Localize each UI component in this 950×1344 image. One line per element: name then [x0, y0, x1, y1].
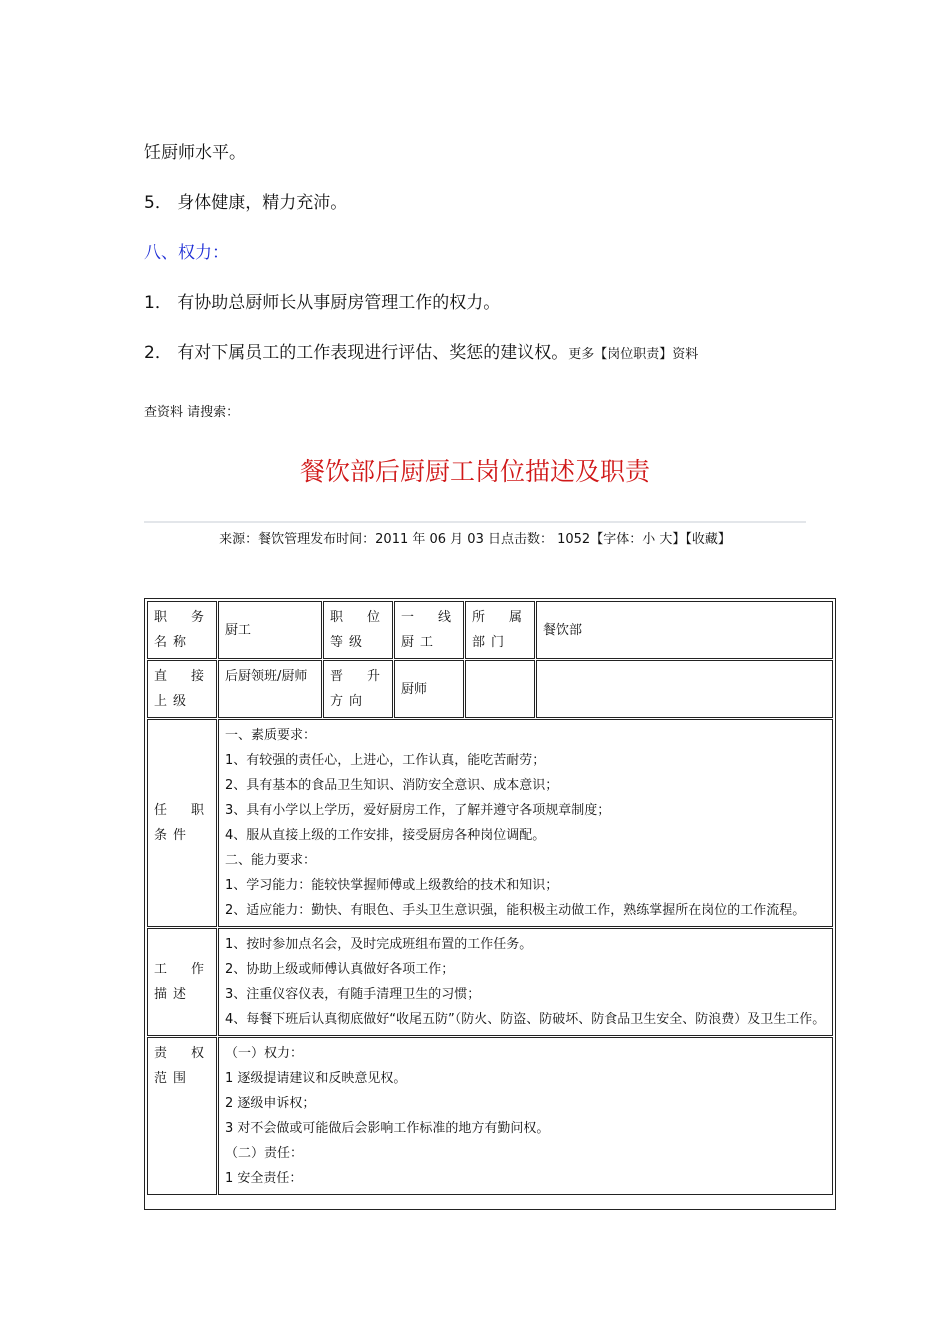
text-line-2: 5． 身体健康，精力充沛。	[144, 193, 348, 213]
list-item: 1 逐级提请建议和反映意见权。	[225, 1071, 407, 1086]
cell-empty-2	[536, 660, 833, 718]
list-item: （二）责任：	[225, 1146, 304, 1161]
table-row	[147, 928, 833, 1036]
list-item: 3、注重仪容仪表，有随手清理卫生的习惯；	[225, 987, 481, 1002]
cell-promotion: 厨师	[394, 660, 464, 718]
job-description-table	[144, 598, 836, 1210]
cell-label-supervisor: 直接上级	[147, 660, 217, 718]
cell-label-position-level: 职位等级	[323, 601, 393, 659]
list-item: 2、适应能力：勤快、有眼色、手头卫生意识强，能积极主动做工作，熟练掌握所在岗位的工作流程。	[225, 903, 806, 918]
list-item: 1、有较强的责任心，上进心，工作认真，能吃苦耐劳；	[225, 753, 546, 768]
list-item: （一）权力：	[225, 1046, 304, 1061]
list-item: 3、具有小学以上学历，爱好厨房工作，了解并遵守各项规章制度；	[225, 803, 611, 818]
list-item: 2 逐级申诉权；	[225, 1096, 316, 1111]
title-divider	[144, 521, 806, 523]
article-meta: 来源：餐饮管理发布时间：2011 年 06 月 03 日点击数： 1052【字体：小 大】【收藏】	[219, 532, 731, 547]
list-item: 1、学习能力：能较快掌握师傅或上级教给的技术和知识；	[225, 878, 559, 893]
cell-supervisor: 后厨领班/厨师	[218, 660, 322, 718]
text-line-5-wrap	[144, 338, 698, 363]
section-heading-power: 八、权力：	[144, 243, 229, 263]
text-line-4: 1． 有协助总厨师长从事厨房管理工作的权力。	[144, 293, 501, 313]
list-item: 4、服从直接上级的工作安排，接受厨房各种岗位调配。	[225, 828, 546, 843]
list-item: 2、具有基本的食品卫生知识、消防安全意识、成本意识；	[225, 778, 559, 793]
text-line-5: 2． 有对下属员工的工作表现进行评估、奖惩的建议权。	[144, 343, 569, 363]
table-row	[147, 660, 833, 718]
table-row	[147, 719, 833, 927]
list-item: 3 对不会做或可能做后会影响工作标准的地方有勤问权。	[225, 1121, 550, 1136]
list-item: 一、素质要求：	[225, 728, 317, 743]
cell-qualifications	[218, 719, 833, 927]
list-item: 二、能力要求：	[225, 853, 317, 868]
cell-position-level: 一线厨工	[394, 601, 464, 659]
cell-label-work-description: 工作描述	[147, 928, 217, 1036]
cell-label-promotion: 晋升方向	[323, 660, 393, 718]
list-item: 1 安全责任：	[225, 1171, 303, 1186]
text-line-1: 饪厨师水平。	[144, 143, 246, 163]
list-item: 2、协助上级或师傅认真做好各项工作；	[225, 962, 455, 977]
cell-department: 餐饮部	[536, 601, 833, 659]
list-item: 1、按时参加点名会，及时完成班组布置的工作任务。	[225, 937, 533, 952]
cell-work-description	[218, 928, 833, 1036]
article-title: 餐饮部后厨厨工岗位描述及职责	[299, 457, 650, 486]
cell-label-responsibilities: 责权范围	[147, 1037, 217, 1195]
table-row	[147, 601, 833, 659]
cell-label-position-name: 职务名称	[147, 601, 217, 659]
table-row	[147, 1037, 833, 1195]
cell-position-name: 厨工	[218, 601, 322, 659]
more-link[interactable]: 更多【岗位职责】资料	[568, 347, 699, 362]
cell-responsibilities	[218, 1037, 833, 1195]
cell-label-qualifications: 任职条件	[147, 719, 217, 927]
list-item: 4、每餐下班后认真彻底做好“收尾五防”（防火、防盗、防破坏、防食品卫生安全、防浪费）及卫生工作。	[225, 1012, 826, 1027]
cell-label-department: 所属部门	[465, 601, 535, 659]
cell-empty-1	[465, 660, 535, 718]
search-prompt: 查资料 请搜索：	[144, 405, 240, 420]
